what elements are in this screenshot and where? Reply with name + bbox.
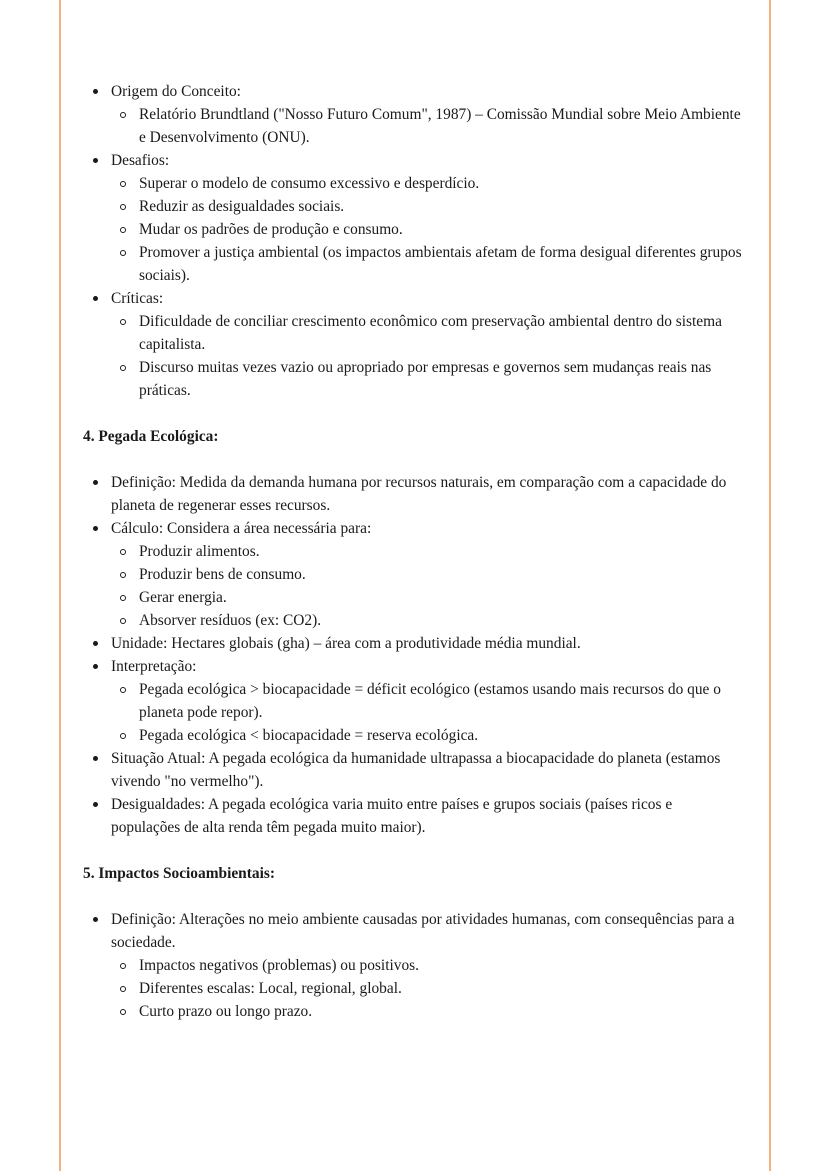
sub-list-item: Produzir alimentos. xyxy=(111,540,743,563)
list-item: Definição: Medida da demanda humana por recursos naturais, em comparação com a capacidade do planeta de regenerar esses recursos. xyxy=(83,471,743,517)
sub-list-item: Pegada ecológica > biocapacidade = déficit ecológico (estamos usando mais recursos do que o planeta pode repor). xyxy=(111,678,743,724)
sub-list-item: Absorver resíduos (ex: CO2). xyxy=(111,609,743,632)
list-item: Unidade: Hectares globais (gha) – área com a produtividade média mundial. xyxy=(83,632,743,655)
sub-list xyxy=(111,310,743,402)
list-item: Situação Atual: A pegada ecológica da humanidade ultrapassa a biocapacidade do planeta (estamos vivendo "no vermelho"). xyxy=(83,747,743,793)
list-item-label: Origem do Conceito: xyxy=(111,83,241,100)
sub-list-item: Superar o modelo de consumo excessivo e desperdício. xyxy=(111,172,743,195)
document-body xyxy=(83,80,743,1023)
sub-list-item: Gerar energia. xyxy=(111,586,743,609)
section5-list xyxy=(83,908,743,1023)
list-item xyxy=(83,80,743,149)
page-border-right xyxy=(769,0,771,1171)
sub-list-item: Relatório Brundtland ("Nosso Futuro Comum", 1987) – Comissão Mundial sobre Meio Ambiente e Desenvolvimento (ONU). xyxy=(111,103,743,149)
list-item xyxy=(83,517,743,632)
list-item: Desigualdades: A pegada ecológica varia muito entre países e grupos sociais (países ricos e populações de alta renda têm pegada muito maior). xyxy=(83,793,743,839)
sub-list-item: Promover a justiça ambiental (os impactos ambientais afetam de forma desigual diferentes grupos sociais). xyxy=(111,241,743,287)
list-item xyxy=(83,908,743,1023)
sub-list-item: Diferentes escalas: Local, regional, global. xyxy=(111,977,743,1000)
sub-list-item: Curto prazo ou longo prazo. xyxy=(111,1000,743,1023)
sub-list-item: Dificuldade de conciliar crescimento econômico com preservação ambiental dentro do sistema capitalista. xyxy=(111,310,743,356)
list-item-label: Críticas: xyxy=(111,290,164,307)
sub-list xyxy=(111,540,743,632)
section3-list xyxy=(83,80,743,402)
list-item xyxy=(83,287,743,402)
list-item xyxy=(83,149,743,287)
list-item xyxy=(83,655,743,747)
sub-list xyxy=(111,172,743,287)
sub-list xyxy=(111,678,743,747)
sub-list-item: Impactos negativos (problemas) ou positivos. xyxy=(111,954,743,977)
list-item-label: Definição: Alterações no meio ambiente causadas por atividades humanas, com consequências para a sociedade. xyxy=(111,911,735,951)
list-item-label: Interpretação: xyxy=(111,658,197,675)
list-item-label: Cálculo: Considera a área necessária para: xyxy=(111,520,372,537)
sub-list-item: Pegada ecológica < biocapacidade = reserva ecológica. xyxy=(111,724,743,747)
list-item-label: Desafios: xyxy=(111,152,170,169)
section4-list xyxy=(83,471,743,839)
sub-list-item: Reduzir as desigualdades sociais. xyxy=(111,195,743,218)
sub-list-item: Produzir bens de consumo. xyxy=(111,563,743,586)
sub-list xyxy=(111,103,743,149)
page-border-left xyxy=(59,0,61,1171)
sub-list xyxy=(111,954,743,1023)
sub-list-item: Discurso muitas vezes vazio ou apropriado por empresas e governos sem mudanças reais nas práticas. xyxy=(111,356,743,402)
section-heading-impactos-socioambientais: 5. Impactos Socioambientais: xyxy=(83,865,275,882)
sub-list-item: Mudar os padrões de produção e consumo. xyxy=(111,218,743,241)
section-heading-pegada-ecologica: 4. Pegada Ecológica: xyxy=(83,428,219,445)
